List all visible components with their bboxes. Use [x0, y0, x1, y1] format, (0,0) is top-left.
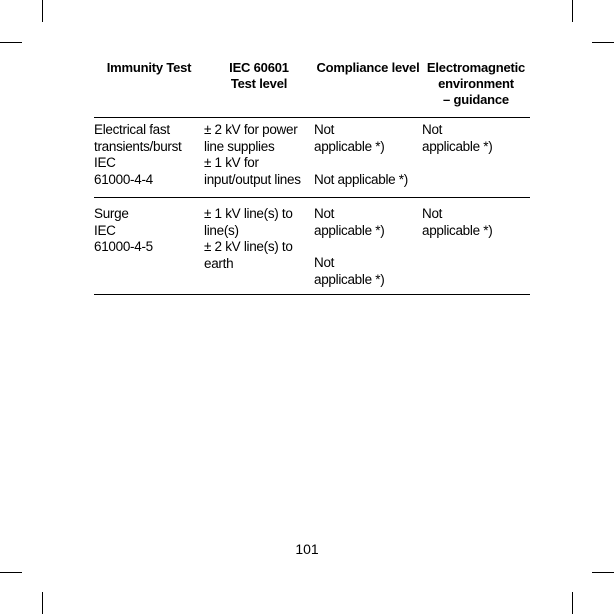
compliance-cell [314, 122, 422, 202]
crop-mark [592, 42, 614, 43]
table-row [94, 118, 530, 202]
crop-mark [0, 42, 22, 43]
test-level-cell: ± 1 kV line(s) to line(s) ± 2 kV line(s) to earth [204, 206, 293, 271]
test-level-cell: ± 2 kV for power line supplies ± 1 kV for input/output lines [204, 122, 301, 187]
crop-mark [42, 592, 43, 614]
crop-mark [0, 572, 22, 573]
compliance-value: Not applicable *) [314, 206, 385, 238]
header-guidance: Electromagnetic environment – guidance [426, 60, 526, 107]
crop-mark [572, 592, 573, 614]
table-rule [94, 294, 530, 295]
compliance-value: Not applicable *) [314, 122, 385, 154]
test-name-cell: Electrical fast transients/burst IEC 61000-4-4 [94, 122, 182, 187]
crop-mark [572, 0, 573, 22]
table-header-row [94, 60, 530, 118]
crop-mark [42, 0, 43, 22]
table-rule [94, 117, 530, 118]
guidance-cell: Not applicable *) [422, 206, 493, 238]
guidance-cell: Not applicable *) [422, 122, 493, 154]
table-rule [94, 197, 530, 198]
page-number: 101 [295, 541, 319, 557]
immunity-table [94, 60, 530, 302]
compliance-cell [314, 206, 422, 302]
table-row [94, 202, 530, 302]
compliance-value: Not applicable *) [314, 172, 408, 187]
crop-mark [592, 572, 614, 573]
header-immunity-test: Immunity Test [106, 60, 192, 75]
header-compliance-level: Compliance level [316, 60, 420, 75]
compliance-value: Not applicable *) [314, 255, 385, 287]
header-test-level: IEC 60601 Test level [229, 60, 289, 91]
test-name-cell: Surge IEC 61000-4-5 [94, 206, 153, 254]
